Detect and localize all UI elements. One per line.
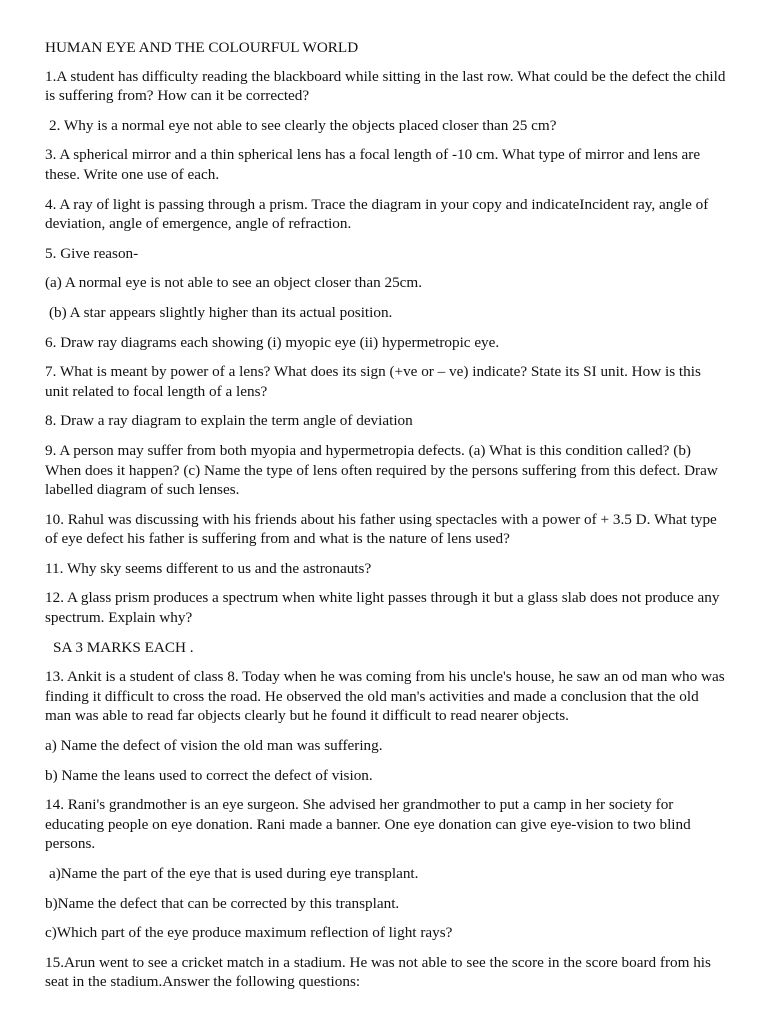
question-14b: b)Name the defect that can be corrected by this transplant.	[45, 894, 400, 912]
question-11: 11. Why sky seems different to us and the astronauts?	[45, 559, 372, 577]
question-8: 8. Draw a ray diagram to explain the term angle of deviation	[45, 412, 413, 430]
question-5b: (b) A star appears slightly higher than its actual position.	[49, 303, 393, 321]
question-5a: (a) A normal eye is not able to see an object closer than 25cm.	[45, 274, 423, 292]
question-13: 13. Ankit is a student of class 8. Today when he was coming from his uncle's house, he saw an od man who was finding it difficult to cross the road. He observed the old man's activities and made a conclusion that the old man was able to read far objects clearly but he found it difficult to read nearer objects.	[45, 668, 725, 725]
question-3: 3. A spherical mirror and a thin spherical lens has a focal length of -10 cm. What type of mirror and lens are these. Write one use of each.	[45, 146, 701, 183]
page-title: HUMAN EYE AND THE COLOURFUL WORLD	[45, 39, 359, 56]
question-4: 4. A ray of light is passing through a prism. Trace the diagram in your copy and indicateIncident ray, angle of deviation, angle of emergence, angle of refraction.	[45, 195, 709, 233]
question-13a: a) Name the defect of vision the old man was suffering.	[45, 737, 383, 755]
question-5: 5. Give reason-	[45, 244, 139, 262]
question-2: 2. Why is a normal eye not able to see clearly the objects placed closer than 25 cm?	[49, 116, 557, 134]
question-15: 15.Arun went to see a cricket match in a stadium. He was not able to see the score in the score board from his seat in the stadium.Answer the following questions:	[45, 953, 711, 991]
question-14a: a)Name the part of the eye that is used during eye transplant.	[49, 865, 419, 882]
question-7: 7. What is meant by power of a lens? What does its sign (+ve or – ve) indicate? State its SI unit. How is this unit related to focal length of a lens?	[45, 363, 701, 400]
question-9: 9. A person may suffer from both myopia and hypermetropia defects. (a) What is this condition called? (b) When does it happen? (c) Name the type of lens often required by the persons suffering from this defect. Draw labelled diagram of such lenses.	[45, 441, 718, 499]
question-13b: b) Name the leans used to correct the defect of vision.	[45, 766, 373, 784]
question-6: 6. Draw ray diagrams each showing (i) myopic eye (ii) hypermetropic eye.	[45, 333, 500, 351]
section-heading-sa: SA 3 MARKS EACH .	[53, 638, 194, 656]
question-1: 1.A student has difficulty reading the blackboard while sitting in the last row. What could be the defect the child is suffering from? How can it be corrected?	[45, 67, 726, 105]
question-14c: c)Which part of the eye produce maximum reflection of light rays?	[45, 924, 453, 942]
question-12: 12. A glass prism produces a spectrum when white light passes through it but a glass slab does not produce any spectrum. Explain why?	[45, 589, 720, 627]
question-10: 10. Rahul was discussing with his friends about his father using spectacles with a power of + 3.5 D. What type of eye defect his father is suffering from and what is the nature of lens used?	[45, 510, 717, 548]
question-14: 14. Rani's grandmother is an eye surgeon. She advised her grandmother to put a camp in her society for educating people on eye donation. Rani made a banner. One eye donation can give eye-vision to two blind persons.	[45, 796, 691, 853]
